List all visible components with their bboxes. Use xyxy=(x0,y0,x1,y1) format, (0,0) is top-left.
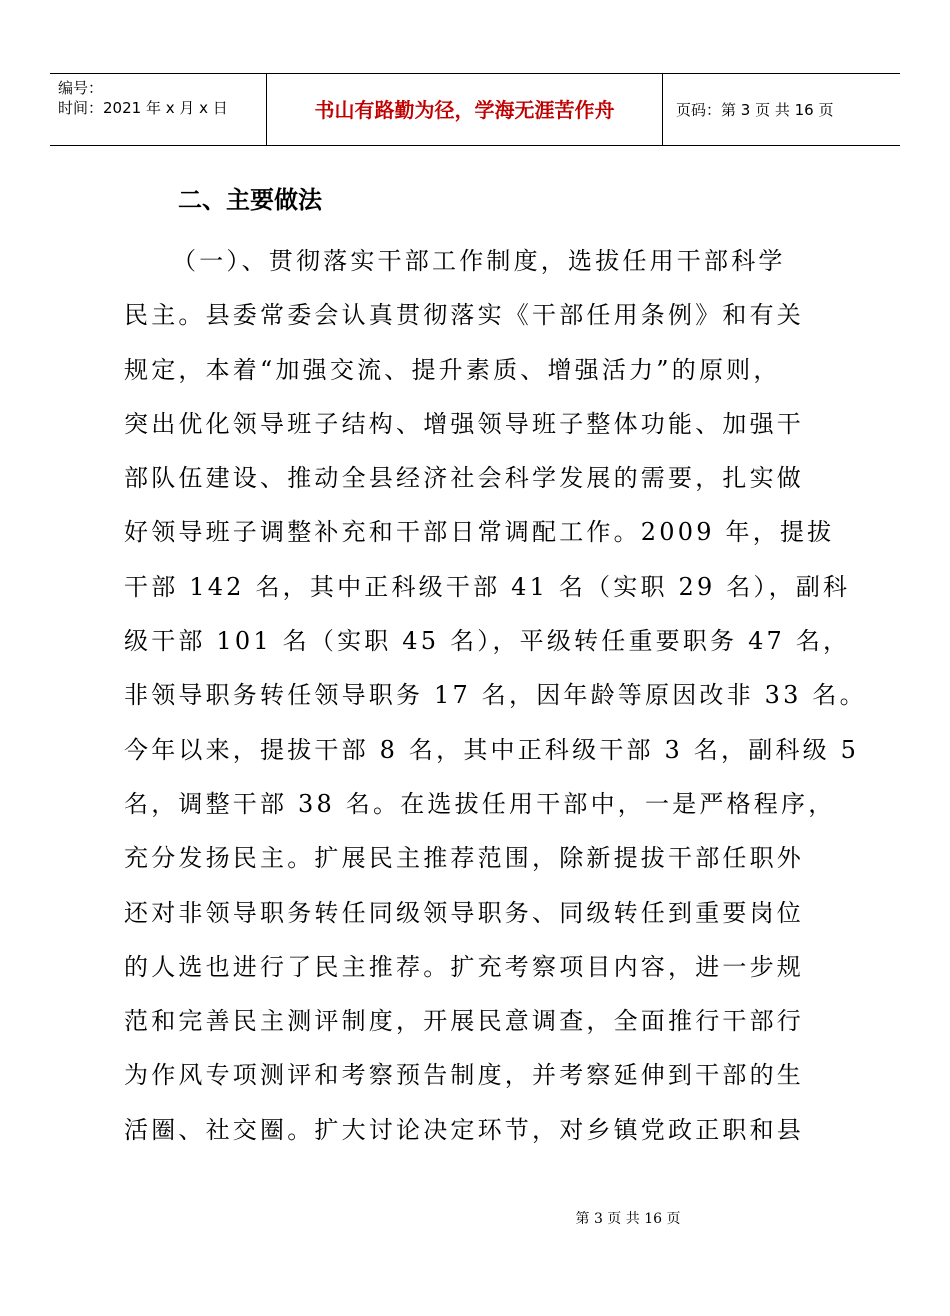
text-line: 范和完善民主测评制度，开展民意调查，全面推行干部行 xyxy=(124,1007,804,1036)
document-date: 时间：2021 年 x 月 x 日 xyxy=(58,99,228,117)
document-number-label: 编号： xyxy=(58,79,104,97)
header-page-code: 页码：第 3 页 共 16 页 xyxy=(676,101,834,119)
page-footer: 第 3 页 共 16 页 xyxy=(575,1211,681,1227)
text-line: 充分发扬民主。扩展民主推荐范围，除新提拔干部任职外 xyxy=(124,844,804,873)
text-line: 规定，本着“加强交流、提升素质、增强活力”的原则， xyxy=(124,355,781,384)
text-line: 突出优化领导班子结构、增强领导班子整体功能、加强干 xyxy=(124,409,804,438)
text-line: 今年以来，提拔干部 8 名，其中正科级干部 3 名，副科级 5 xyxy=(124,735,860,764)
text-line: 部队伍建设、推动全县经济社会科学发展的需要，扎实做 xyxy=(124,464,804,493)
text-line: 为作风专项测评和考察预告制度，并考察延伸到干部的生 xyxy=(124,1061,804,1090)
text-line: 级干部 101 名（实职 45 名），平级转任重要职务 47 名， xyxy=(124,627,851,656)
body-paragraph xyxy=(124,234,867,1157)
header-motto: 书山有路勤为径，学海无涯苦作舟 xyxy=(314,98,615,122)
text-line: 的人选也进行了民主推荐。扩充考察项目内容，进一步规 xyxy=(124,952,804,981)
text-line: 还对非领导职务转任同级领导职务、同级转任到重要岗位 xyxy=(124,898,804,927)
text-line: 干部 142 名，其中正科级干部 41 名（实职 29 名），副科 xyxy=(124,572,851,601)
text-line: （一）、贯彻落实干部工作制度，选拔任用干部科学 xyxy=(172,247,786,275)
text-line: 好领导班子调整补充和干部日常调配工作。2009 年，提拔 xyxy=(124,518,835,547)
section-title: 二、主要做法 xyxy=(178,186,322,214)
header-divider xyxy=(662,74,663,146)
text-line: 非领导职务转任领导职务 17 名，因年龄等原因改非 33 名。 xyxy=(124,681,867,710)
text-line: 活圈、社交圈。扩大讨论决定环节，对乡镇党政正职和县 xyxy=(124,1115,804,1144)
text-line: 名，调整干部 38 名。在选拔任用干部中，一是严格程序， xyxy=(124,789,836,818)
page-header xyxy=(50,73,900,146)
text-line: 民主。县委常委会认真贯彻落实《干部任用条例》和有关 xyxy=(124,301,804,330)
